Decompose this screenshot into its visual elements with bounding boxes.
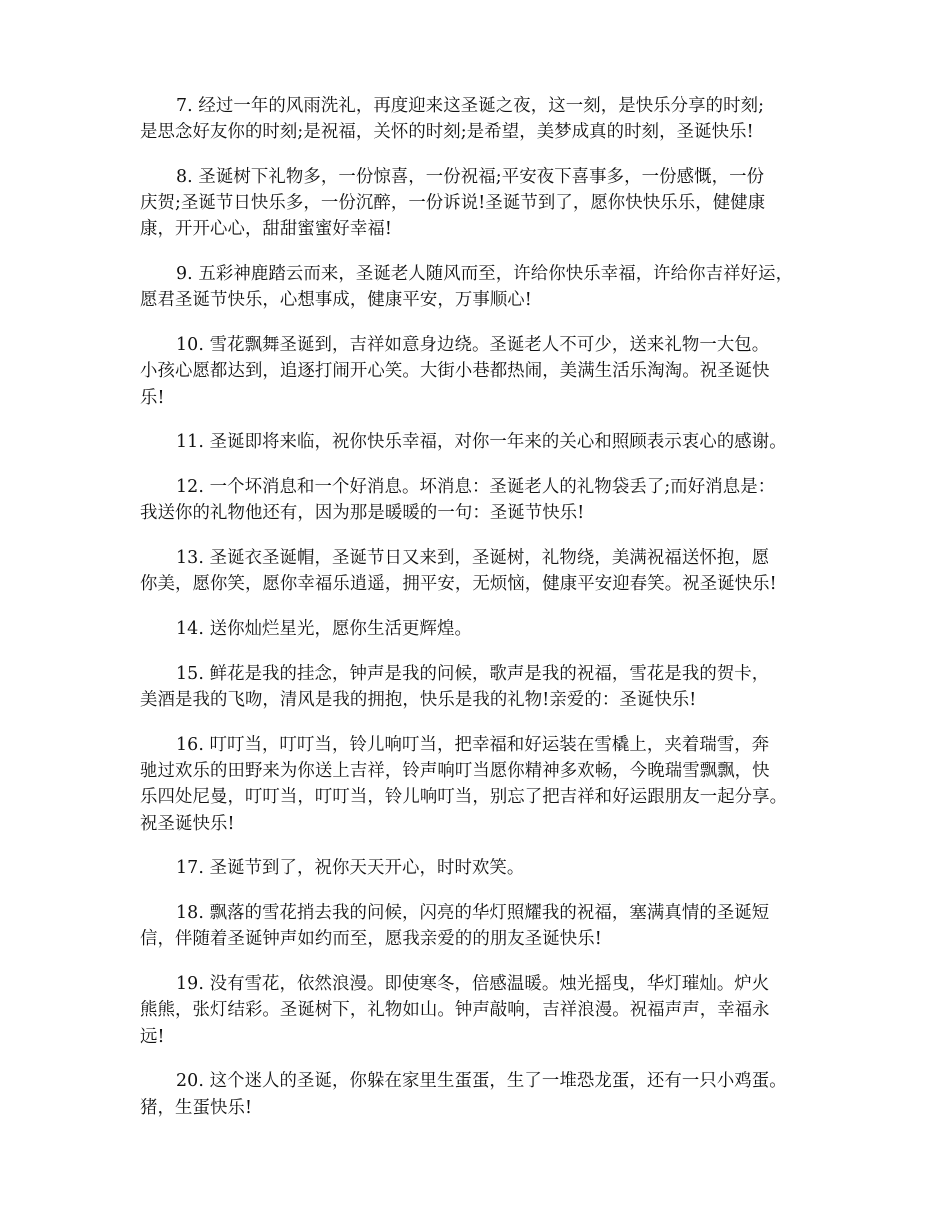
paragraph-14: 14. 送你灿烂星光，愿你生活更辉煌。 [176, 619, 472, 640]
document-body [140, 93, 824, 1139]
paragraph-10: 10. 雪花飘舞圣诞到，吉祥如意身边绕。圣诞老人不可少，送来礼物一大包。 小孩心愿都达到，追逐打闹开心笑。大街小巷都热闹，美满生活乐淘淘。祝圣诞快 乐! [140, 335, 770, 408]
paragraph-11: 11. 圣诞即将来临，祝你快乐幸福，对你一年来的关心和照顾表示衷心的感谢。 [176, 432, 787, 453]
paragraph-19: 19. 没有雪花，依然浪漫。即使寒冬，倍感温暖。烛光摇曳，华灯璀灿。炉火 熊熊，张灯结彩。圣诞树下，礼物如山。钟声敲响，吉祥浪漫。祝福声声，幸福永 远! [140, 974, 770, 1047]
paragraph-16: 16. 叮叮当，叮叮当，铃儿响叮当，把幸福和好运装在雪橇上，夹着瑞雪，奔 驰过欢乐的田野来为你送上吉祥，铃声响叮当愿你精神多欢畅，今晚瑞雪飘飘，快 乐四处尼曼，叮叮当，叮叮当，铃儿响叮当，别忘了把吉祥和好运跟朋友一起分享。 祝圣诞快乐! [140, 735, 788, 834]
paragraph-12: 12. 一个坏消息和一个好消息。坏消息：圣诞老人的礼物袋丢了;而好消息是： 我送你的礼物他还有，因为那是暖暖的一句：圣诞节快乐! [140, 477, 776, 524]
paragraph-18: 18. 飘落的雪花捎去我的问候，闪亮的华灯照耀我的祝福，塞满真情的圣诞短 信，伴随着圣诞钟声如约而至，愿我亲爱的的朋友圣诞快乐! [140, 903, 770, 950]
paragraph-20: 20. 这个迷人的圣诞，你躲在家里生蛋蛋，生了一堆恐龙蛋，还有一只小鸡蛋。 猪，生蛋快乐! [140, 1071, 787, 1118]
paragraph-7: 7. 经过一年的风雨洗礼，再度迎来这圣诞之夜，这一刻，是快乐分享的时刻; 是思念好友你的时刻;是祝福，关怀的时刻;是希望，美梦成真的时刻，圣诞快乐! [140, 96, 765, 143]
paragraph-17: 17. 圣诞节到了，祝你天天开心，时时欢笑。 [176, 858, 525, 879]
paragraph-8: 8. 圣诞树下礼物多，一份惊喜，一份祝福;平安夜下喜事多，一份感慨，一份 庆贺;圣诞节日快乐多，一份沉醉，一份诉说!圣诞节到了，愿你快快乐乐，健健康 康，开开心心，甜甜蜜蜜好幸福! [140, 167, 766, 240]
paragraph-13: 13. 圣诞衣圣诞帽，圣诞节日又来到，圣诞树，礼物绕，美满祝福送怀抱，愿 你美，愿你笑，愿你幸福乐逍遥，拥平安，无烦恼，健康平安迎春笑。祝圣诞快乐! [140, 548, 777, 595]
paragraph-9: 9. 五彩神鹿踏云而来，圣诞老人随风而至，许给你快乐幸福，许给你吉祥好运， 愿君圣诞节快乐，心想事成，健康平安，万事顺心! [140, 264, 794, 311]
paragraph-15: 15. 鲜花是我的挂念，钟声是我的问候，歌声是我的祝福，雪花是我的贺卡， 美酒是我的飞吻，清风是我的拥抱，快乐是我的礼物!亲爱的：圣诞快乐! [140, 664, 770, 711]
